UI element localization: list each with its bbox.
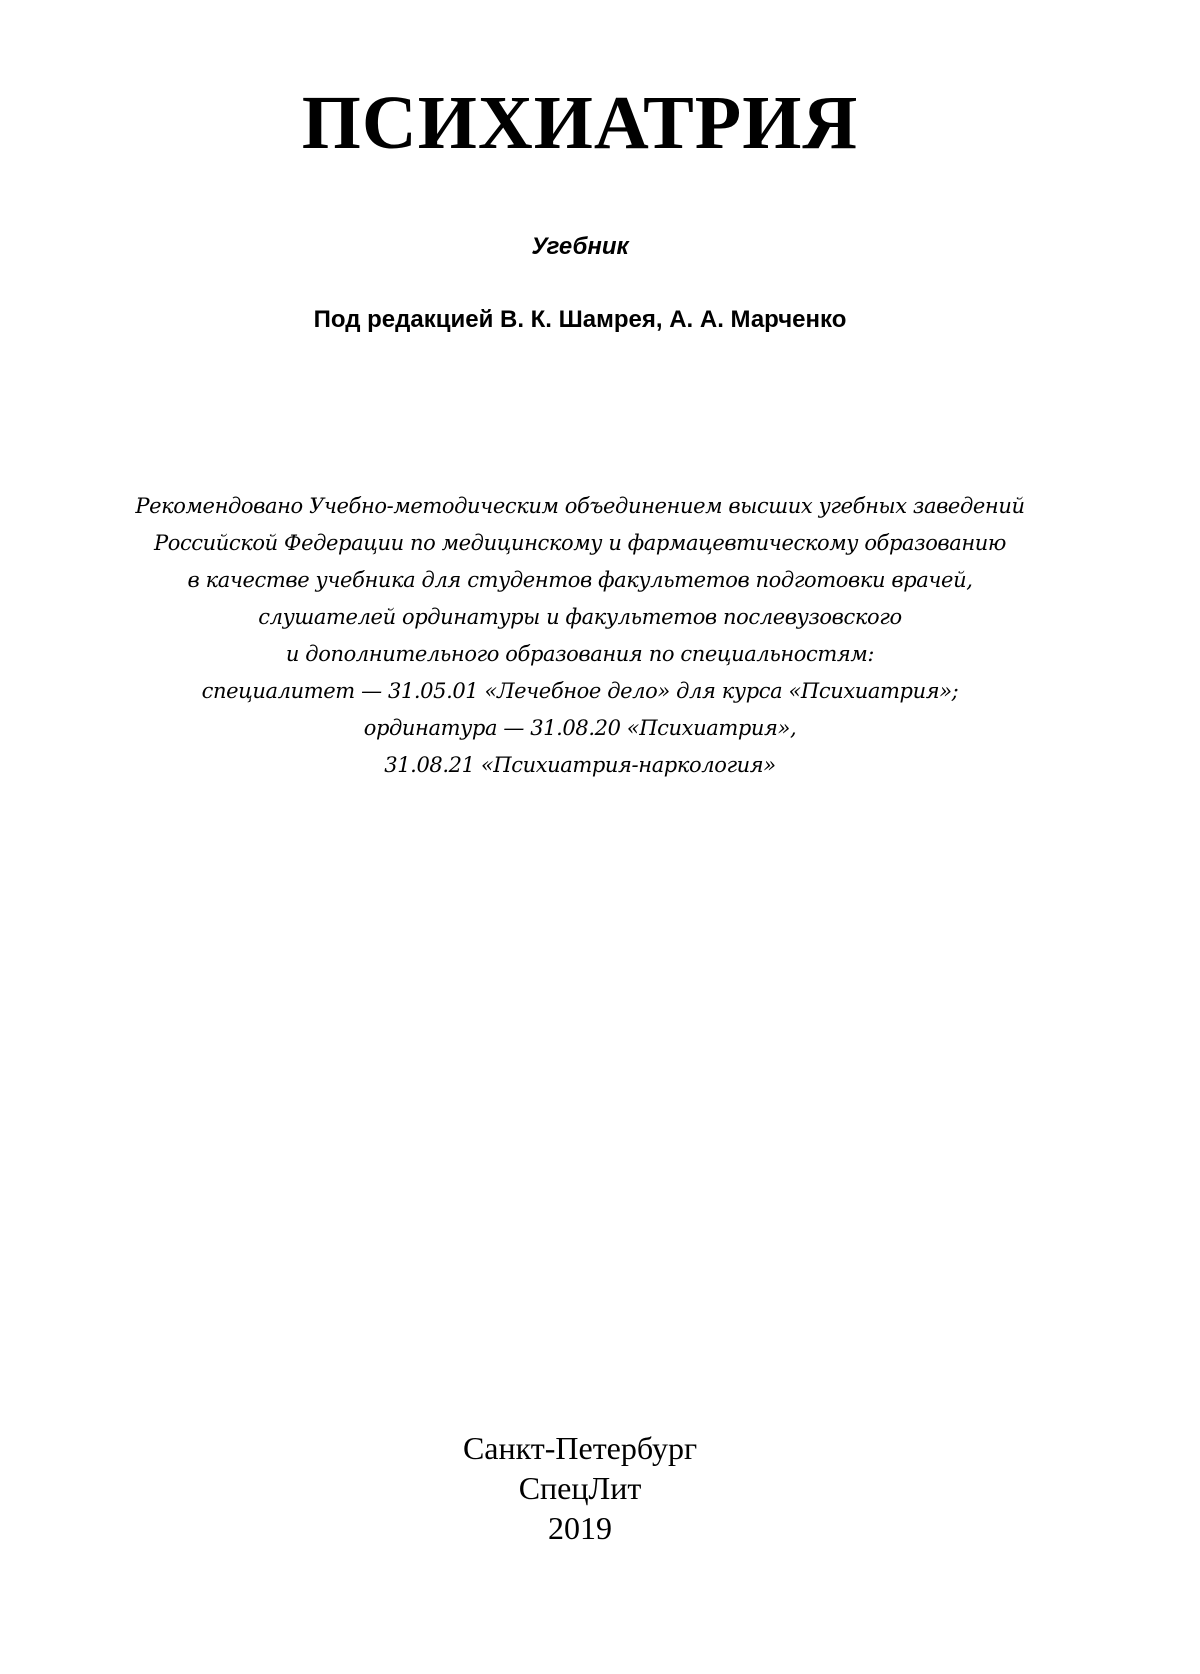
recommendation-line: ординатура — 31.08.20 «Психиатрия»,: [363, 716, 797, 740]
recommendation-block: [0, 488, 1160, 784]
recommendation-line: и дополнительного образования по специальностям:: [285, 642, 875, 666]
recommendation-line: 31.08.21 «Психиатрия-наркология»: [384, 753, 776, 777]
recommendation-line: специалитет — 31.05.01 «Лечебное дело» для курса «Психиатрия»;: [201, 679, 959, 703]
recommendation-line: слушателей ординатуры и факультетов послевузовского: [258, 605, 902, 629]
editors-line: Под редакцией В. К. Шамрея, А. А. Марченко: [313, 306, 847, 333]
imprint-publisher: СпецЛит: [518, 1470, 642, 1506]
recommendation-line: в качестве учебника для студентов факультетов подготовки врачей,: [187, 568, 973, 592]
recommendation-line: Рекомендовано Учебно-методическим объединением высших угебных заведений: [135, 494, 1025, 518]
imprint-block: [0, 1428, 1160, 1548]
recommendation-line: Российской Федерации по медицинскому и фармацевтическому образованию: [153, 531, 1007, 555]
imprint-city: Санкт-Петербург: [462, 1430, 698, 1466]
book-type: Угебник: [531, 233, 629, 260]
imprint-year: 2019: [548, 1510, 612, 1546]
book-title: ПСИХИАТРИЯ: [301, 81, 859, 165]
